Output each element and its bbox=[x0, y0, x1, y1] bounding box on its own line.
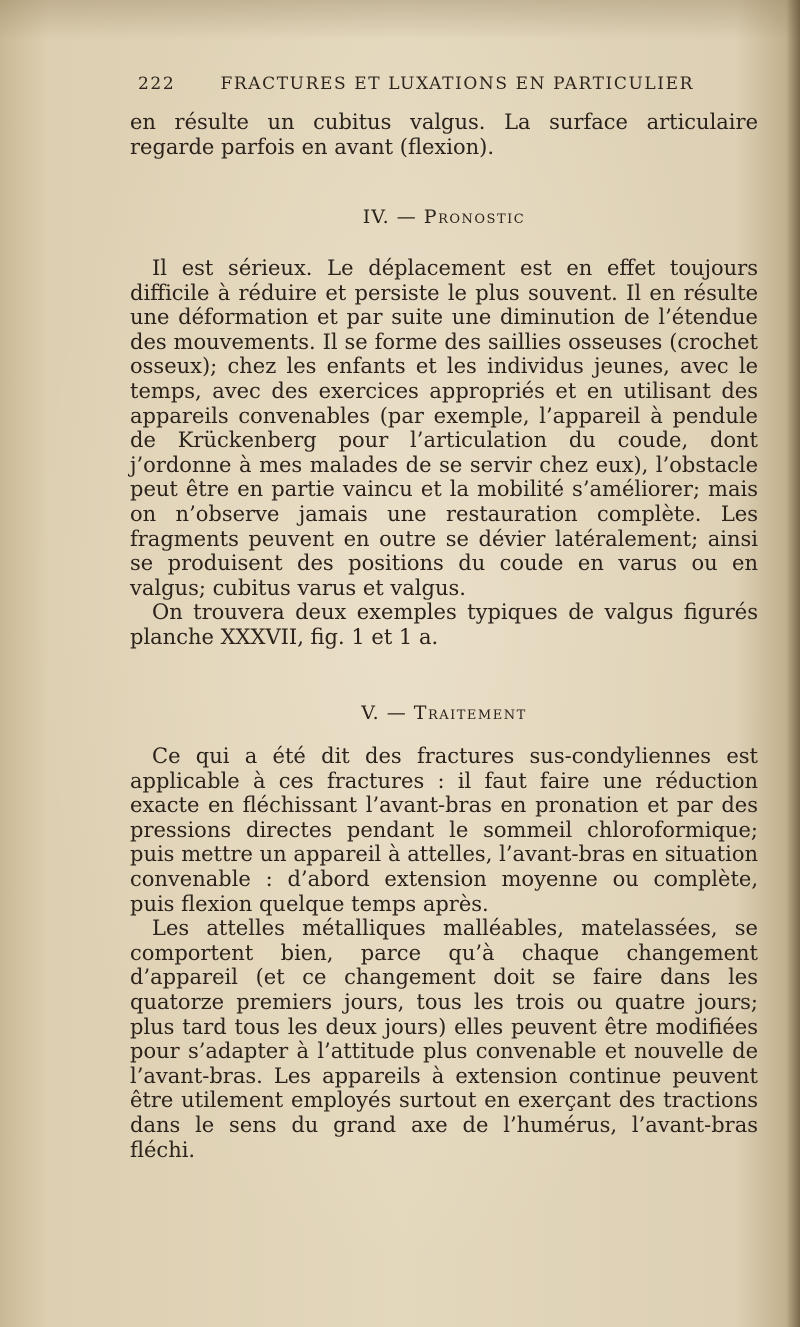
page-top-shadow bbox=[0, 0, 800, 40]
section-body-traitement bbox=[130, 744, 758, 1162]
paragraph: Ce qui a été dit des fractures sus-condyliennes est applicable à ces fractures : il faut faire une réduction exacte en fléchissant l’avant-bras en pronation et par des pressions directes pendant le sommeil chloroformique; puis mettre un appareil à attelles, l’avant-bras en situation convenable : d’abord extension moyenne ou complète, puis flexion quelque temps après. bbox=[130, 744, 758, 916]
running-title: FRACTURES ET LUXATIONS EN PARTICULIER bbox=[220, 74, 694, 94]
continuation-paragraph: en résulte un cubitus valgus. La surface articulaire regarde parfois en avant (flexion). bbox=[130, 110, 758, 159]
paragraph: Les attelles métalliques malléables, matelassées, se comportent bien, parce qu’à chaque changement d’appareil (et ce changement doit se faire dans les quatorze premiers jours, tous les trois ou quatre jours; plus tard tous les deux jours) elles peuvent être modifiées pour s’adapter à l’attitude plus convenable et nouvelle de l’avant-bras. Les appareils à extension continue peuvent être utilement employés surtout en exerçant des tractions dans le sens du grand axe de l’humérus, l’avant-bras fléchi. bbox=[130, 916, 758, 1162]
page-gutter-shadow bbox=[786, 0, 800, 1327]
section-numeral: IV. — bbox=[362, 206, 417, 228]
section-title: Pronostic bbox=[423, 206, 526, 228]
section-body-pronostic bbox=[130, 256, 758, 650]
section-heading-traitement bbox=[130, 702, 758, 724]
section-heading-pronostic bbox=[130, 206, 758, 228]
paragraph: Il est sérieux. Le déplacement est en effet toujours difficile à réduire et persiste le plus souvent. Il en résulte une déformation et par suite une diminution de l’étendue des mouvements. Il se forme des saillies osseuses (crochet osseux); chez les enfants et les individus jeunes, avec le temps, avec des exercices appropriés et en utilisant des appareils convenables (par exemple, l’appareil à pendule de Krückenberg pour l’articulation du coude, dont j’ordonne à mes malades de se servir chez eux), l’obstacle peut être en partie vaincu et la mobilité s’améliorer; mais on n’observe jamais une restauration complète. Les fragments peuvent en outre se dévier latéralement; ainsi se produisent des positions du coude en varus ou en valgus; cubitus varus et valgus. bbox=[130, 256, 758, 600]
continuation-block bbox=[130, 110, 758, 159]
page-number: 222 bbox=[138, 74, 176, 94]
section-numeral: V. — bbox=[361, 702, 407, 724]
paragraph: On trouvera deux exemples typiques de valgus figurés planche XXXVII, fig. 1 et 1 a. bbox=[130, 600, 758, 649]
running-header bbox=[138, 74, 694, 98]
section-title: Traitement bbox=[413, 702, 527, 724]
